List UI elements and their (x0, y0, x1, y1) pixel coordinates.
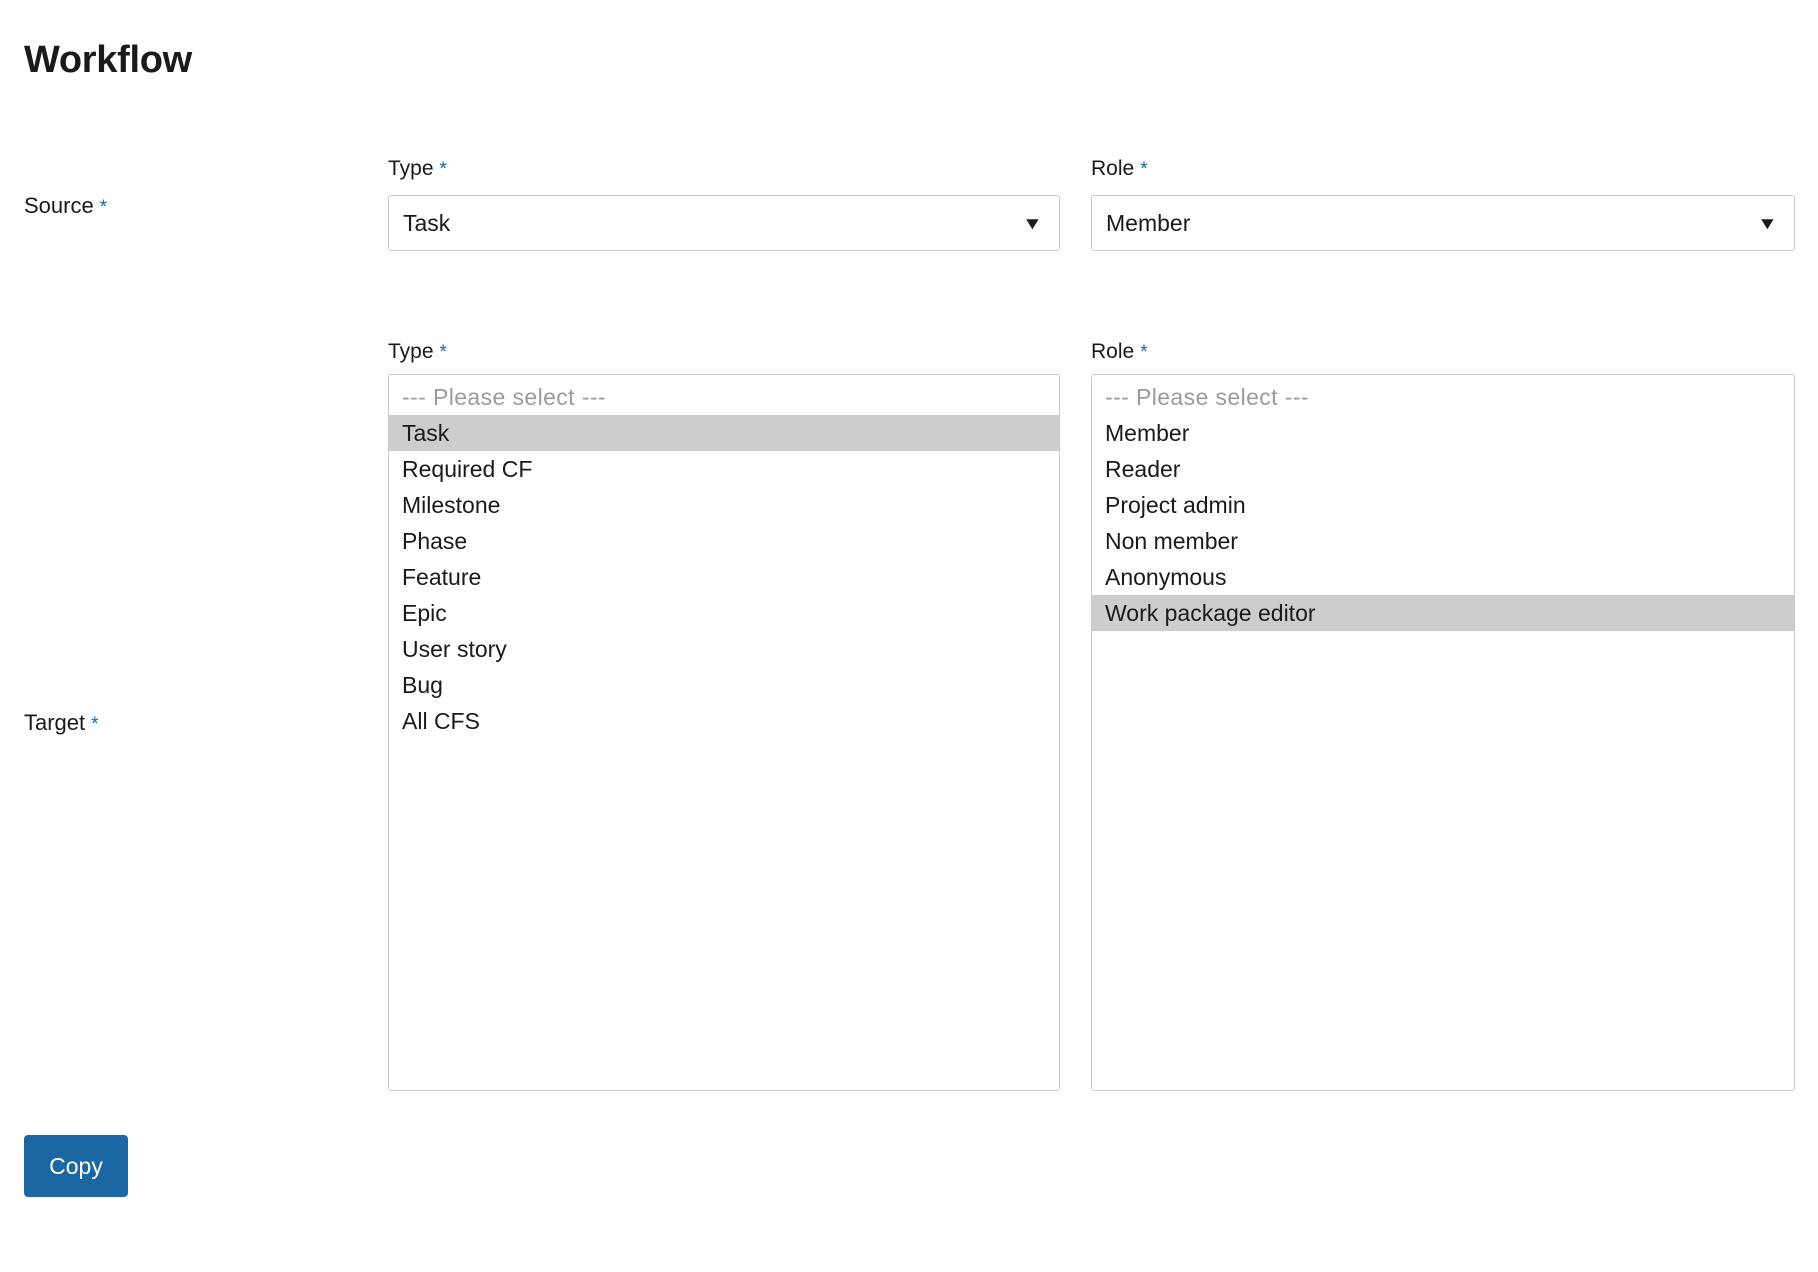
source-type-label (388, 157, 447, 181)
required-marker: * (99, 197, 108, 218)
copy-button[interactable]: Copy (24, 1135, 128, 1197)
required-marker: * (1140, 342, 1148, 363)
target-row-label-text: Target (24, 710, 86, 735)
list-option[interactable]: Task (389, 415, 1059, 451)
list-option[interactable]: Phase (402, 528, 468, 554)
required-marker: * (439, 159, 447, 180)
chevron-down-icon: ▼ (1757, 213, 1779, 233)
list-option[interactable]: Epic (402, 600, 447, 626)
source-role-label-text: Role (1091, 157, 1135, 180)
source-type-value: Task (403, 209, 451, 236)
list-option[interactable]: Anonymous (1105, 564, 1227, 590)
required-marker: * (91, 714, 99, 735)
required-marker: * (1140, 159, 1148, 180)
list-option[interactable]: Bug (402, 672, 443, 698)
source-role-select[interactable] (1091, 195, 1795, 251)
target-row-label (24, 710, 99, 736)
required-marker: * (439, 342, 447, 363)
source-type-label-text: Type (388, 157, 434, 180)
list-option[interactable]: All CFS (402, 708, 480, 734)
target-role-label (1091, 340, 1148, 364)
source-role-label (1091, 157, 1148, 181)
target-type-listbox[interactable] (388, 374, 1060, 1091)
chevron-down-icon: ▼ (1022, 213, 1044, 233)
list-option[interactable]: --- Please select --- (402, 384, 606, 410)
list-option[interactable]: Member (1105, 420, 1190, 446)
source-role-value: Member (1106, 209, 1191, 236)
list-option[interactable]: Milestone (402, 492, 501, 518)
list-option[interactable]: Reader (1105, 456, 1181, 482)
page-title: Workflow (24, 39, 192, 82)
list-option[interactable]: Non member (1105, 528, 1238, 554)
target-type-label (388, 340, 447, 364)
list-option[interactable]: Feature (402, 564, 482, 590)
list-option[interactable]: Work package editor (1092, 595, 1794, 631)
source-row-label (24, 193, 107, 219)
list-option[interactable]: User story (402, 636, 507, 662)
target-role-label-text: Role (1091, 340, 1135, 363)
list-option[interactable]: Required CF (402, 456, 533, 482)
target-role-listbox[interactable] (1091, 374, 1795, 1091)
source-type-select[interactable] (388, 195, 1060, 251)
list-option[interactable]: Project admin (1105, 492, 1246, 518)
source-row-label-text: Source (24, 193, 94, 218)
target-type-label-text: Type (388, 340, 434, 363)
list-option[interactable]: --- Please select --- (1105, 384, 1309, 410)
